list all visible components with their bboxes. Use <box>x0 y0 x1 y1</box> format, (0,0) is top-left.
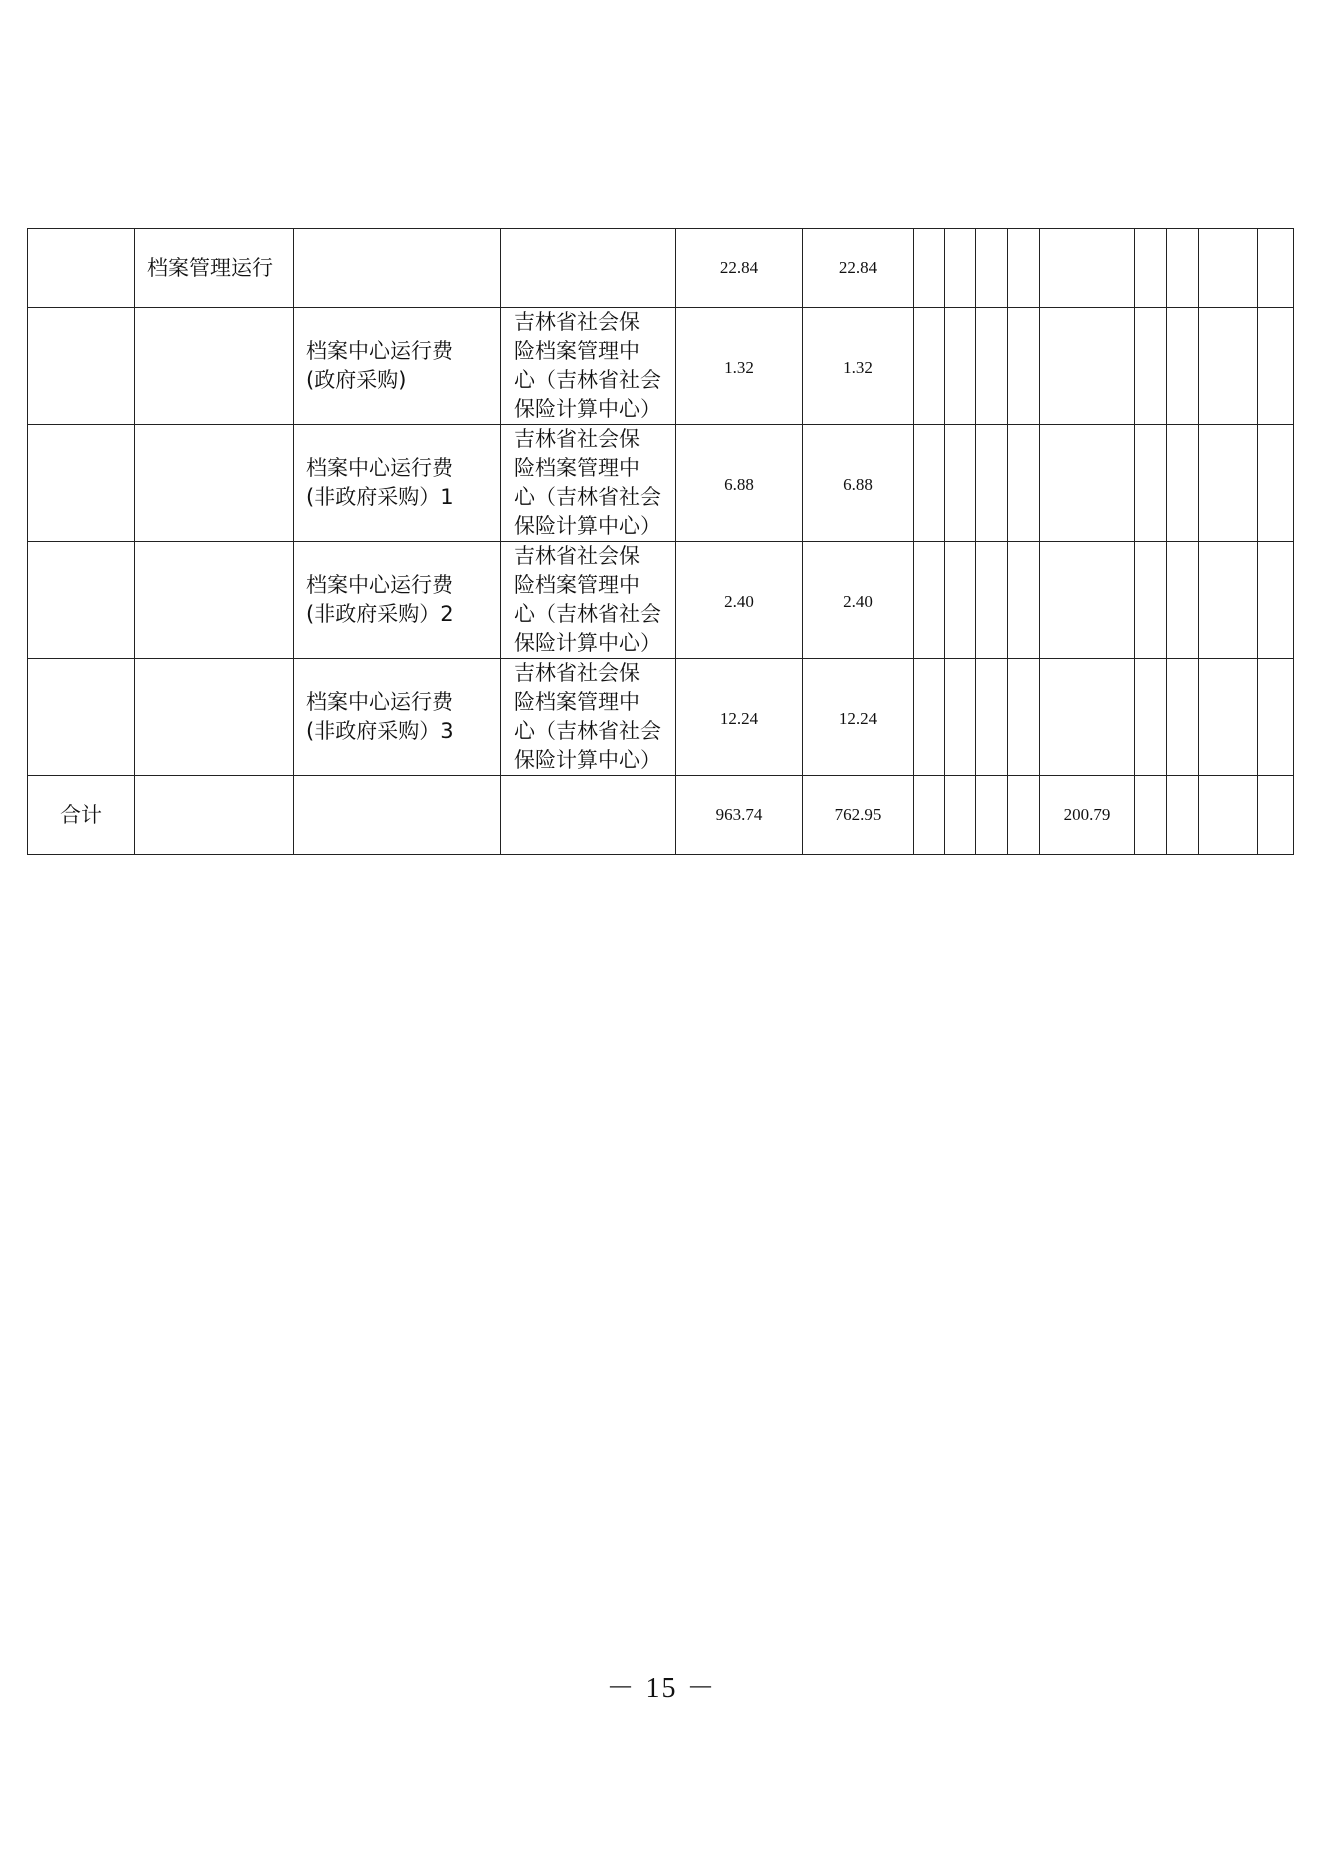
unit-cell <box>501 229 676 308</box>
row-label-cell <box>28 229 135 308</box>
amount-cell <box>1199 308 1258 425</box>
amount-cell <box>1008 542 1040 659</box>
amount-cell <box>945 542 976 659</box>
amount-cell <box>1008 229 1040 308</box>
amount-cell <box>976 425 1008 542</box>
project-cell <box>294 659 501 776</box>
category-cell <box>135 425 294 542</box>
amount-cell <box>914 229 945 308</box>
project-cell <box>294 425 501 542</box>
amount-cell <box>1199 425 1258 542</box>
amount-cell <box>1199 229 1258 308</box>
unit-name: 吉林省社会保 险档案管理中 心（吉林省社会 保险计算中心） <box>514 427 661 538</box>
amount-cell <box>945 659 976 776</box>
total-amount: 22.84 <box>676 229 803 308</box>
amount-cell <box>1167 776 1199 855</box>
unit-name: 吉林省社会保 险档案管理中 心（吉林省社会 保险计算中心） <box>514 310 661 421</box>
table-row <box>28 229 1294 308</box>
amount-cell <box>945 308 976 425</box>
amount-cell <box>1167 308 1199 425</box>
project-cell <box>294 776 501 855</box>
project-name: 档案中心运行费 (非政府采购）2 <box>306 573 454 626</box>
amount-cell <box>914 425 945 542</box>
amount-cell: 200.79 <box>1040 776 1135 855</box>
amount-cell <box>976 542 1008 659</box>
table-row <box>28 659 1294 776</box>
amount-cell <box>1167 425 1199 542</box>
amount-cell <box>1167 229 1199 308</box>
amount-cell <box>1258 425 1294 542</box>
amount-cell <box>1258 308 1294 425</box>
amount-cell <box>1040 542 1135 659</box>
total-amount: 1.32 <box>676 308 803 425</box>
amount-cell <box>976 308 1008 425</box>
amount-cell <box>914 776 945 855</box>
project-cell <box>294 229 501 308</box>
category-cell <box>135 776 294 855</box>
amount-cell <box>1258 659 1294 776</box>
table-row <box>28 308 1294 425</box>
page-number: － 15 － <box>606 1673 717 1704</box>
amount-cell <box>1258 776 1294 855</box>
unit-cell <box>501 542 676 659</box>
unit-cell <box>501 308 676 425</box>
amount-cell <box>914 542 945 659</box>
unit-cell <box>501 425 676 542</box>
amount-cell <box>914 308 945 425</box>
total-amount: 12.24 <box>676 659 803 776</box>
unit-cell <box>501 776 676 855</box>
unit-cell <box>501 659 676 776</box>
budget-table <box>27 228 1294 855</box>
fiscal-amount: 12.24 <box>803 659 914 776</box>
amount-cell <box>1135 425 1167 542</box>
amount-cell <box>1008 425 1040 542</box>
category-name: 档案管理运行 <box>147 255 273 280</box>
amount-cell <box>1135 542 1167 659</box>
project-name: 档案中心运行费 (非政府采购）1 <box>306 456 454 509</box>
amount-cell <box>914 659 945 776</box>
amount-cell <box>976 229 1008 308</box>
row-label-cell <box>28 776 135 855</box>
total-amount: 6.88 <box>676 425 803 542</box>
category-cell <box>135 659 294 776</box>
row-label-cell <box>28 308 135 425</box>
fiscal-amount: 6.88 <box>803 425 914 542</box>
amount-cell <box>1258 229 1294 308</box>
amount-cell <box>1040 229 1135 308</box>
category-cell <box>135 542 294 659</box>
row-label-cell <box>28 659 135 776</box>
unit-name: 吉林省社会保 险档案管理中 心（吉林省社会 保险计算中心） <box>514 661 661 772</box>
amount-cell <box>1008 776 1040 855</box>
table-row-total <box>28 776 1294 855</box>
fiscal-amount: 22.84 <box>803 229 914 308</box>
amount-cell <box>1008 659 1040 776</box>
amount-cell <box>1135 776 1167 855</box>
table-row <box>28 542 1294 659</box>
project-cell <box>294 308 501 425</box>
amount-cell <box>1167 542 1199 659</box>
amount-cell <box>1199 659 1258 776</box>
total-amount: 963.74 <box>676 776 803 855</box>
amount-cell <box>945 425 976 542</box>
total-label: 合计 <box>60 802 102 827</box>
amount-cell <box>1008 308 1040 425</box>
amount-cell <box>976 659 1008 776</box>
table-row <box>28 425 1294 542</box>
row-label-cell <box>28 425 135 542</box>
row-label-cell <box>28 542 135 659</box>
amount-cell <box>945 229 976 308</box>
amount-cell <box>1040 425 1135 542</box>
project-name: 档案中心运行费 (非政府采购）3 <box>306 690 454 743</box>
fiscal-amount: 762.95 <box>803 776 914 855</box>
amount-cell <box>1199 776 1258 855</box>
amount-cell <box>1135 308 1167 425</box>
unit-name: 吉林省社会保 险档案管理中 心（吉林省社会 保险计算中心） <box>514 544 661 655</box>
category-cell <box>135 229 294 308</box>
fiscal-amount: 2.40 <box>803 542 914 659</box>
project-cell <box>294 542 501 659</box>
amount-cell <box>1199 542 1258 659</box>
amount-cell <box>1040 308 1135 425</box>
amount-cell <box>1167 659 1199 776</box>
amount-cell <box>1135 229 1167 308</box>
amount-cell <box>1040 659 1135 776</box>
amount-cell <box>945 776 976 855</box>
amount-cell <box>1135 659 1167 776</box>
category-cell <box>135 308 294 425</box>
amount-cell <box>1258 542 1294 659</box>
fiscal-amount: 1.32 <box>803 308 914 425</box>
project-name: 档案中心运行费 (政府采购) <box>306 339 453 392</box>
amount-cell <box>976 776 1008 855</box>
total-amount: 2.40 <box>676 542 803 659</box>
